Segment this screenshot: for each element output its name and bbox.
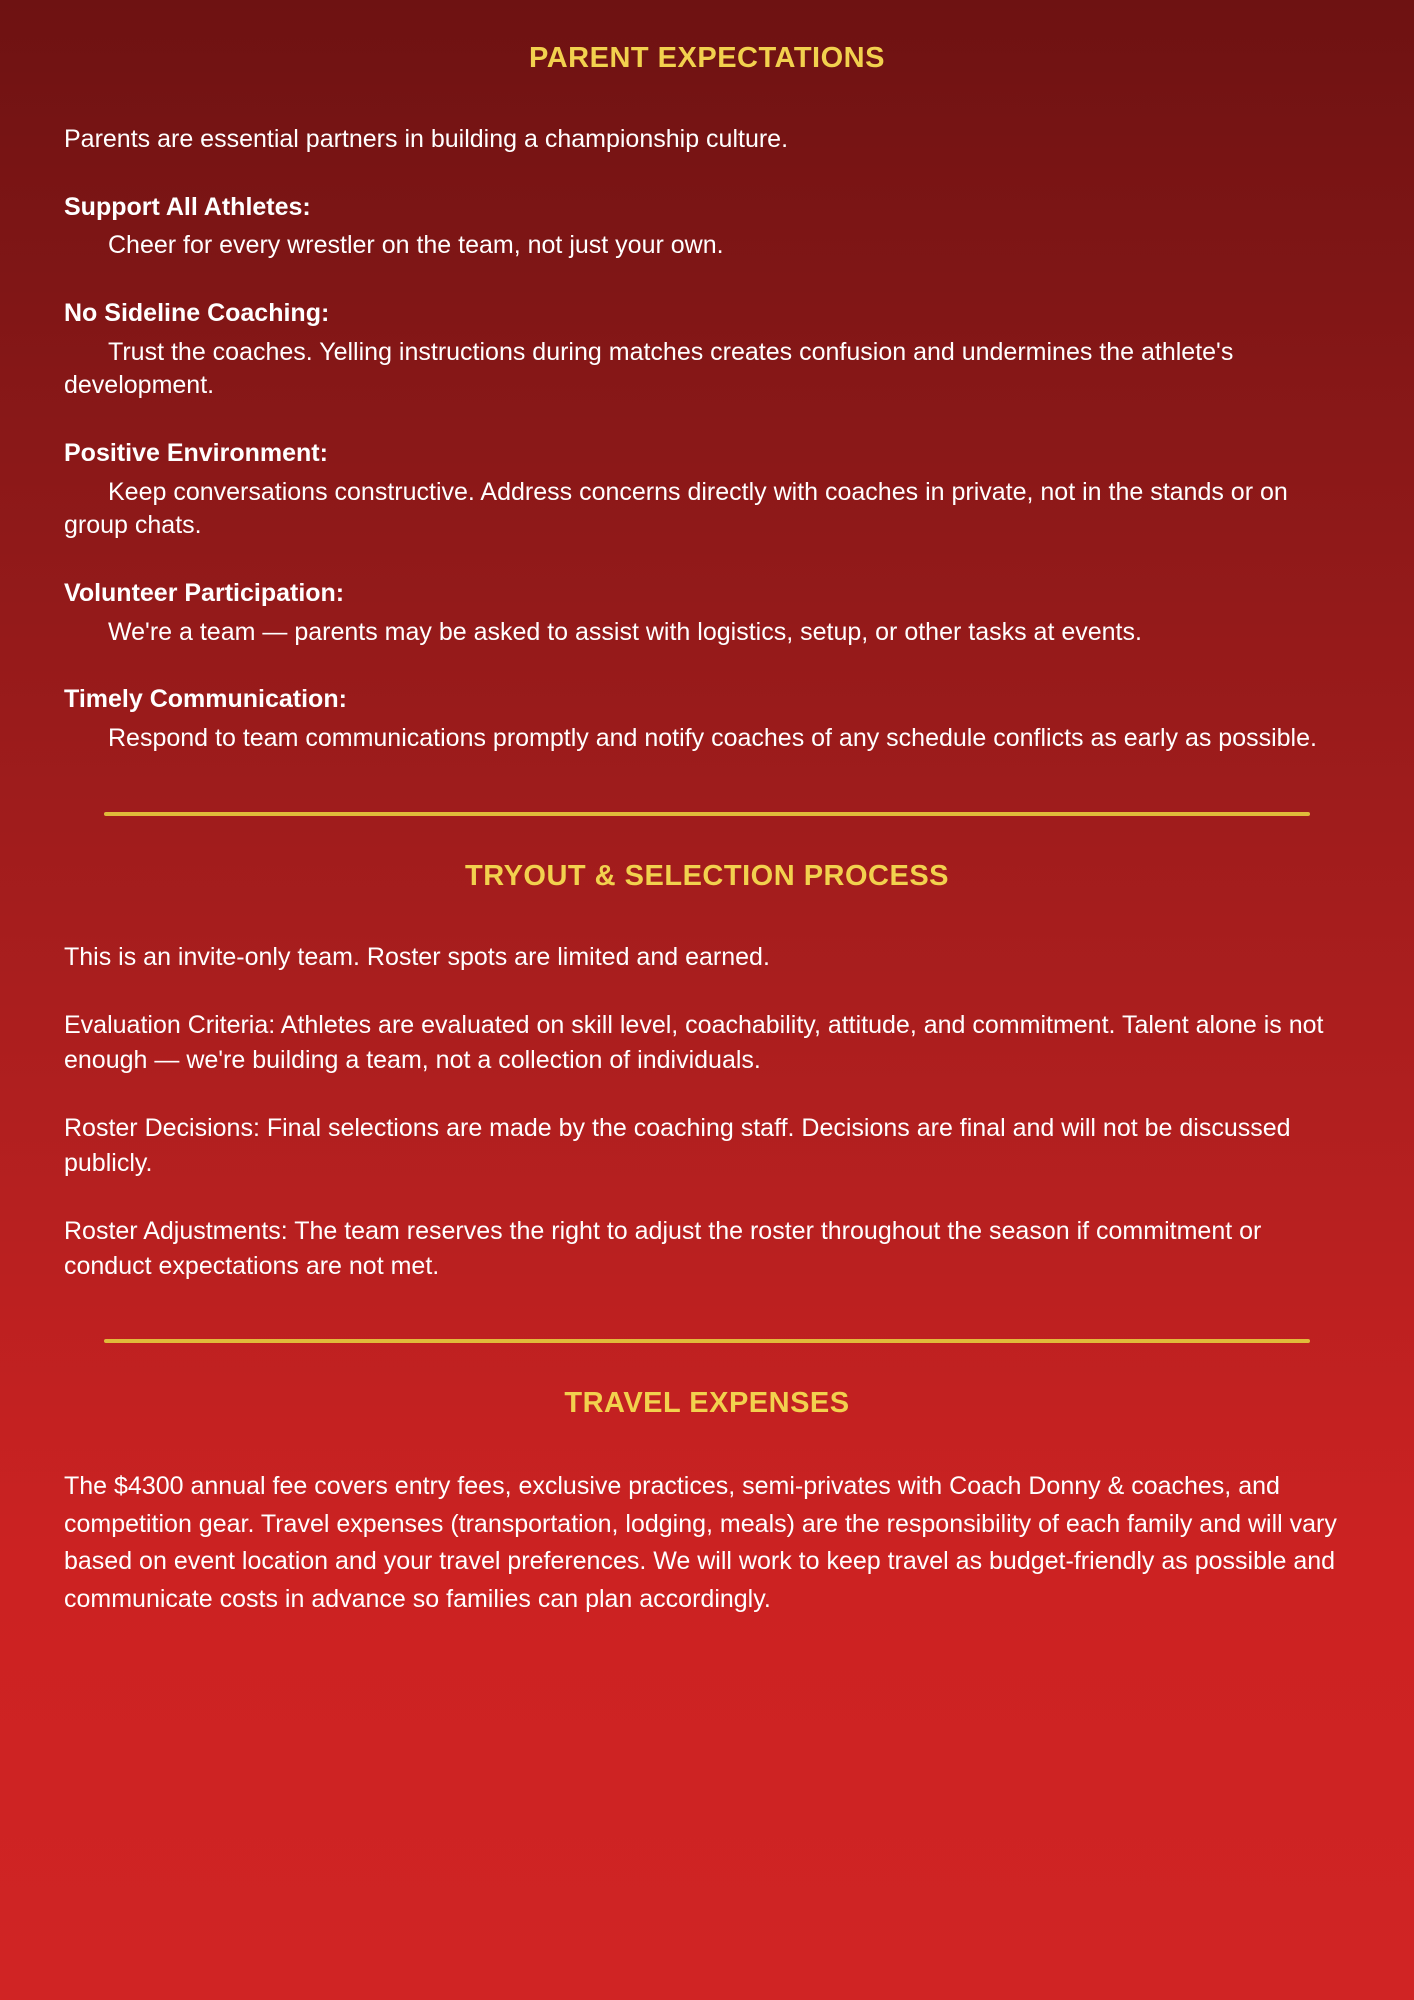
section-heading: TRAVEL EXPENSES [564,1387,850,1420]
item-text: Cheer for every wrestler on the team, not just your own. [108,231,724,260]
item-label: Timely Communication: [64,685,347,714]
list-item [64,437,1350,543]
item-text: Keep conversations constructive. Address concerns directly with coaches in private, not in the stands or on group chats. [64,477,1288,540]
section-divider [104,1339,1310,1343]
paragraph-roster-decisions: Roster Decisions: Final selections are made by the coaching staff. Decisions are final and will not be discussed publicly. [64,1114,1291,1177]
section-travel-expenses [64,1387,1350,1618]
travel-expenses-body: The $4300 annual fee covers entry fees, exclusive practices, semi-privates with Coach Donny & coaches, and competition gear. Travel expenses (transportation, lodging, meals) are the responsibility of each family and will vary based on event location and your travel preferences. We will work to keep travel as budget-friendly as possible and communicate costs in advance so families can plan accordingly. [64,1472,1337,1613]
list-item [64,297,1350,403]
section-divider [104,812,1310,816]
page-title: PARENT EXPECTATIONS [529,42,885,74]
section-parent-expectations [64,42,1350,756]
paragraph-roster-adjustments: Roster Adjustments: The team reserves the right to adjust the roster throughout the season if commitment or conduct expectations are not met. [64,1217,1262,1280]
section-tryout-selection [64,860,1350,1284]
item-label: Positive Environment: [64,439,328,467]
item-text: Trust the coaches. Yelling instructions during matches creates confusion and undermines the athlete's development. [64,337,1234,400]
list-item [64,683,1350,755]
list-item [64,191,1350,263]
item-text: We're a team — parents may be asked to assist with logistics, setup, or other tasks at events. [108,617,1142,646]
paragraph-evaluation-criteria: Evaluation Criteria: Athletes are evaluated on skill level, coachability, attitude, and commitment. Talent alone is not enough — we're building a team, not a collection of individuals. [64,1011,1324,1074]
item-label: No Sideline Coaching: [64,299,330,327]
section-heading: TRYOUT & SELECTION PROCESS [464,859,950,892]
item-label: Support All Athletes: [64,192,311,221]
item-label: Volunteer Participation: [64,579,345,607]
section-intro: Parents are essential partners in building a championship culture. [64,125,789,153]
section-intro: This is an invite-only team. Roster spots are limited and earned. [64,942,770,971]
list-item [64,577,1350,649]
item-text: Respond to team communications promptly and notify coaches of any schedule conflicts as early as possible. [108,723,1317,752]
